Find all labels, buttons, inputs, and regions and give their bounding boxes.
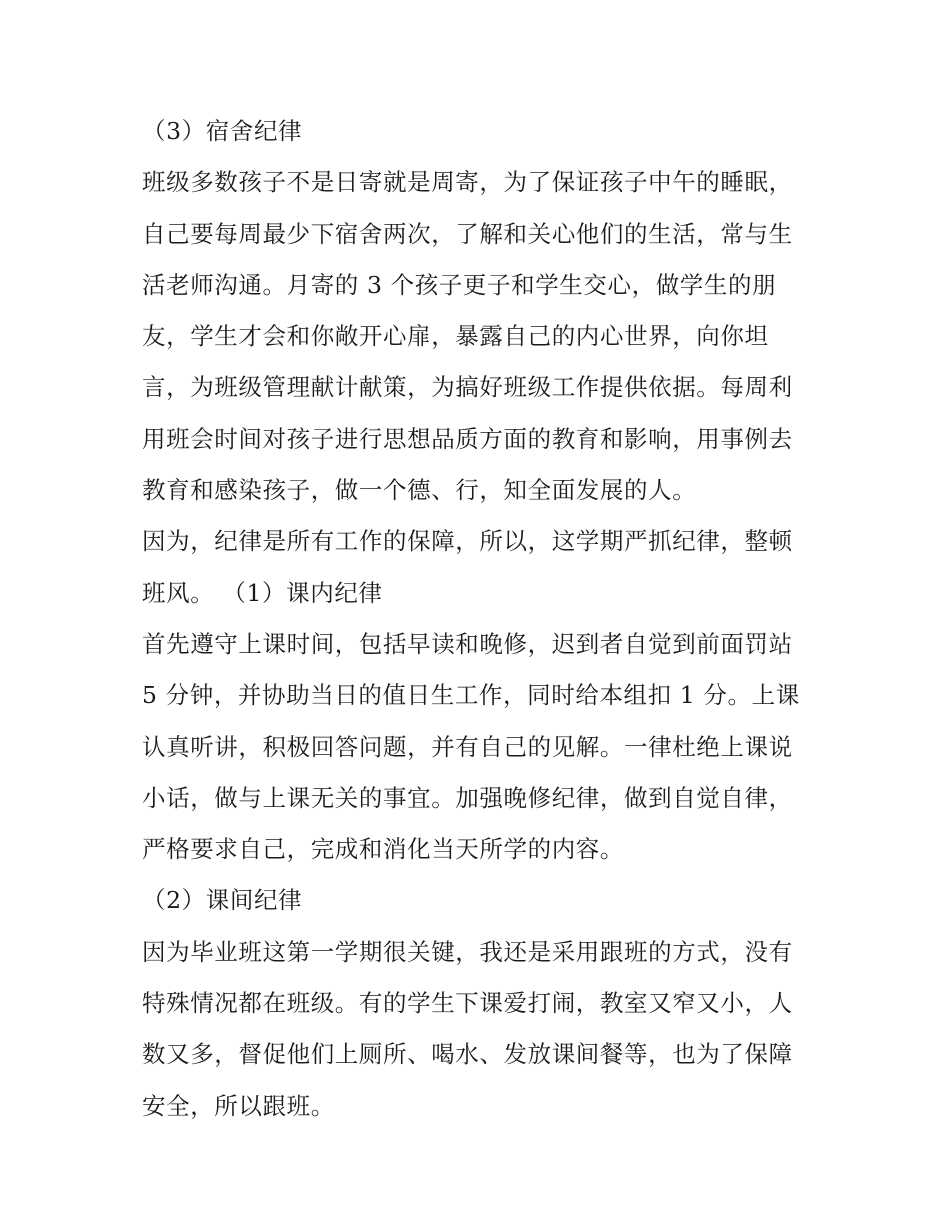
paragraph-line: 用班会时间对孩子进行思想品质方面的教育和影响，用事例去 [142, 424, 793, 453]
paragraph-line-with-heading: 班风。 （1）课内纪律 [142, 578, 383, 607]
paragraph-line: 友，学生才会和你敞开心扉，暴露自己的内心世界，向你坦 [142, 322, 769, 351]
paragraph-line: 首先遵守上课时间，包括早读和晚修，迟到者自觉到前面罚站 [142, 629, 793, 658]
paragraph-line: 言，为班级管理献计献策，为搞好班级工作提供依据。每周利 [142, 373, 793, 402]
paragraph-line: 认真听讲，积极回答问题，并有自己的见解。一律杜绝上课说 [142, 732, 793, 761]
paragraph-line: 严格要求自己，完成和消化当天所学的内容。 [142, 835, 624, 864]
paragraph-line: 小话，做与上课无关的事宜。加强晚修纪律，做到自觉自律， [142, 783, 793, 812]
paragraph-line: 教育和感染孩子，做一个德、行，知全面发展的人。 [142, 476, 697, 505]
heading-break-discipline: （2）课间纪律 [142, 886, 303, 915]
paragraph-line: 因为，纪律是所有工作的保障，所以，这学期严抓纪律，整顿 [142, 527, 793, 556]
paragraph-line: 数又多，督促他们上厕所、喝水、发放课间餐等，也为了保障 [142, 1040, 793, 1069]
paragraph-line: 因为毕业班这第一学期很关键，我还是采用跟班的方式，没有 [142, 937, 793, 966]
paragraph-line: 活老师沟通。月寄的 3 个孩子更子和学生交心，做学生的朋 [142, 270, 777, 299]
document-body [142, 106, 818, 1132]
paragraph-line: 安全，所以跟班。 [142, 1091, 335, 1120]
heading-dormitory-discipline: （3）宿舍纪律 [142, 117, 303, 145]
paragraph-line: 自己要每周最少下宿舍两次，了解和关心他们的生活，常与生 [142, 219, 793, 248]
paragraph-line: 班级多数孩子不是日寄就是周寄，为了保证孩子中午的睡眠， [142, 168, 793, 197]
paragraph-line: 特殊情况都在班级。有的学生下课爱打闹，教室又窄又小，人 [142, 989, 793, 1018]
paragraph-line: 5 分钟，并协助当日的值日生工作，同时给本组扣 1 分。上课 [142, 681, 800, 710]
